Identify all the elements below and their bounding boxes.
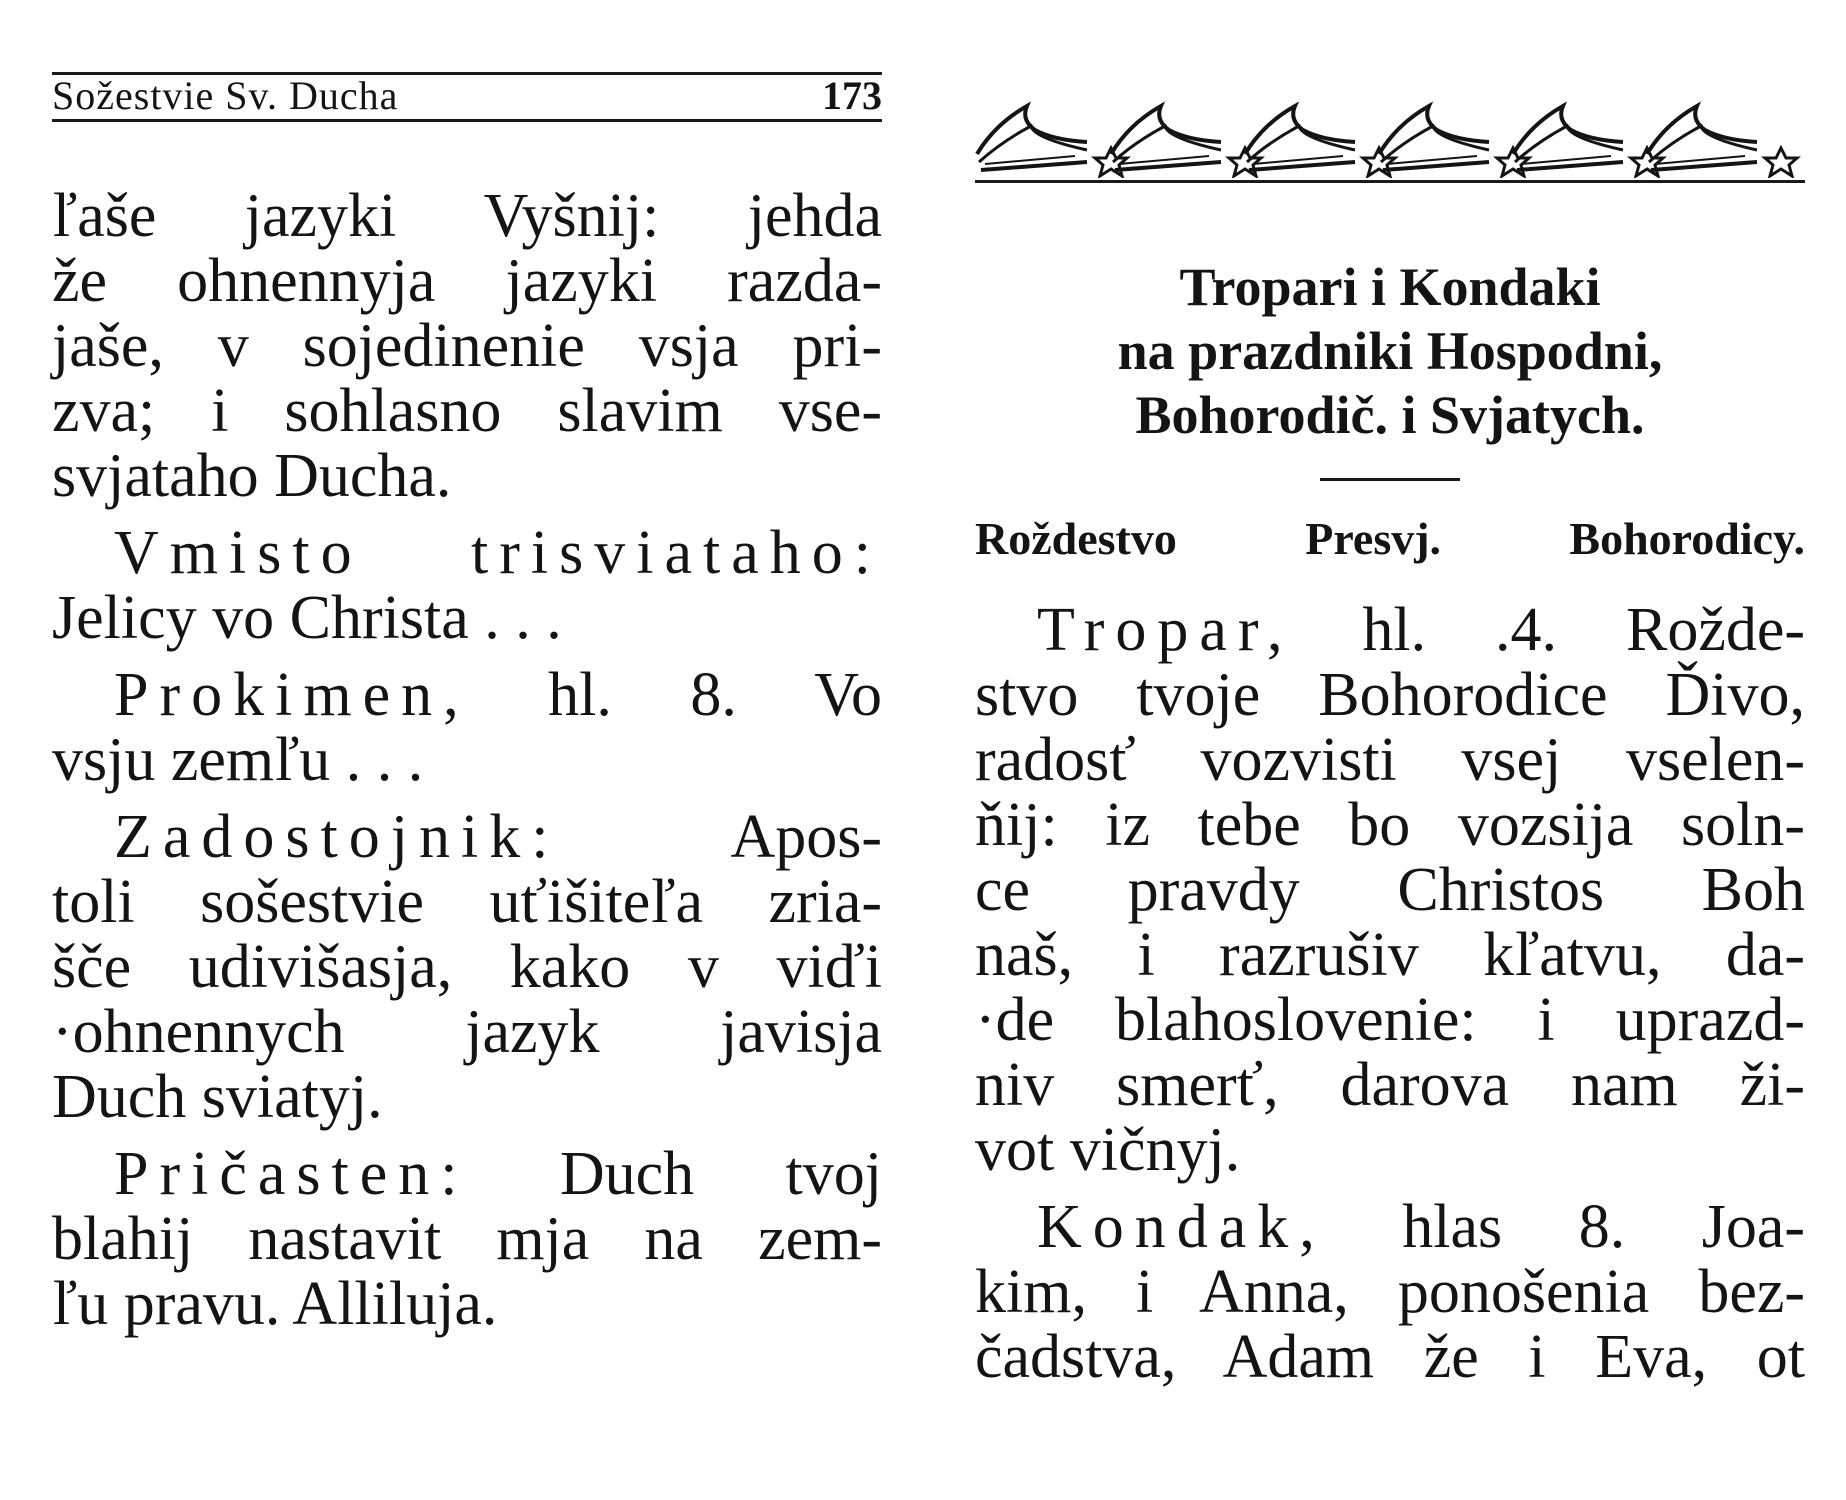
lead-rest: Apos- [559,803,882,871]
text-line: ·ohnennych jazyk javisja [52,998,882,1066]
paragraph-pricasten [52,1142,882,1337]
text-line: niv smerť, darova nam ži- [975,1051,1805,1119]
text-line: ce pravdy Christos Boh [975,856,1805,924]
heading-line: na prazdniki Hospodni, [1117,321,1663,381]
left-body-text [52,184,882,1349]
text-line: zva; i sohlasno slavim vse- [52,377,882,445]
right-body-text [975,598,1805,1402]
text-line: Duch sviatyj. [52,1063,383,1131]
paragraph-lead: Kondak, [1037,1193,1326,1261]
paragraph-continuation [52,184,882,509]
paragraph-lead: Vmisto trisviataho: [114,519,882,587]
text-line: stvo tvoje Bohorodice Ďivo, [975,661,1805,729]
lead-rest: hlas 8. Joa- [1325,1193,1805,1261]
paragraph-lead: Zadostojnik: [114,803,560,871]
text-line: radosť vozvisti vsej vselen- [975,726,1805,794]
text-line: blahij nastavit mja na zem- [52,1205,882,1273]
text-line: čadstva, Adam že i Eva, ot [975,1323,1805,1391]
feast-title: Roždestvo Presvj. Bohorodicy. [975,513,1805,564]
lead-rest: hl. 8. Vo [469,661,882,729]
text-line: naš, i razrušiv kľatvu, da- [975,921,1805,989]
text-line: že ohnennyja jazyki razda- [52,247,882,315]
paragraph-lead: Pričasten: [114,1140,469,1208]
paragraph-vmisto [52,521,882,651]
page-number: 173 [822,73,882,118]
text-line: ľu pravu. Alliluja. [52,1270,498,1338]
lead-rest: hl. .4. Rožde- [1293,596,1805,664]
text-line: svjataho Ducha. [52,442,452,510]
paragraph-zadostojnik [52,805,882,1130]
heading-line: Bohorodič. i Svjatych. [1135,385,1645,445]
text-line: vsju zemľu . . . [52,726,424,794]
lead-rest: Duch tvoj [468,1140,882,1208]
text-line: šče udivišasja, kako v viďi [52,933,882,1001]
running-header [52,72,882,122]
text-line: ·de blahoslovenie: i uprazd- [975,986,1805,1054]
ornament-rule [975,180,1805,183]
wave-star-border-ornament-icon [975,92,1805,182]
text-line: vot vičnyj. [975,1116,1241,1184]
header-title: Sožestvie Sv. Ducha [52,73,399,118]
text-line: jaše, v sojedinenie vsja pri- [52,312,882,380]
heading-divider [1320,478,1460,481]
ornament-svg [975,92,1805,178]
paragraph-lead: Tropar, [1037,596,1294,664]
paragraph-prokimen [52,663,882,793]
header-rule-bottom [52,119,882,122]
text-line: Jelicy vo Christa . . . [52,584,562,652]
paragraph-lead: Prokimen, [114,661,470,729]
text-line: ňij: iz tebe bo vozsija soln- [975,791,1805,859]
text-line: kim, i Anna, ponošenia bez- [975,1258,1805,1326]
text-line: ľaše jazyki Vyšnij: jehda [52,182,882,250]
heading-line: Tropari i Kondaki [1179,257,1601,317]
text-line: toli sošestvie uťišiteľa zria- [52,868,882,936]
paragraph-kondak [975,1195,1805,1390]
paragraph-tropar [975,598,1805,1183]
section-heading [975,255,1805,447]
